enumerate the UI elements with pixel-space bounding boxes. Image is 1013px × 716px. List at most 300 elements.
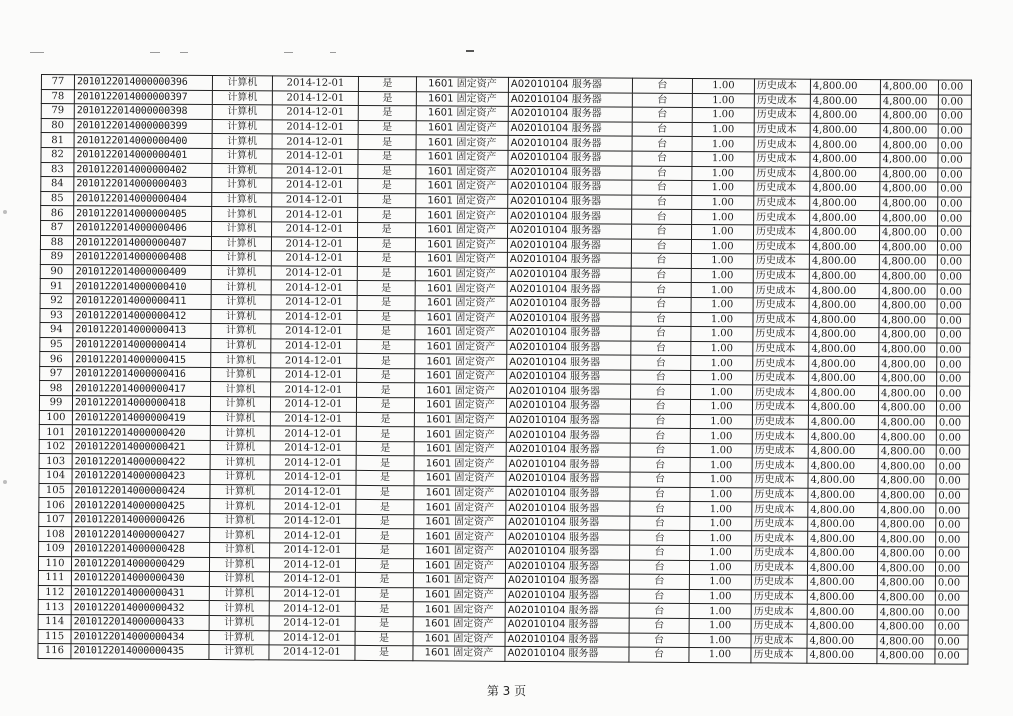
- acquire-date-cell: 2014-12-01: [270, 514, 356, 529]
- net-value-cell: 4,800.00: [877, 576, 935, 591]
- unit-cell: 台: [631, 341, 691, 356]
- valuation-basis-cell: 历史成本: [751, 648, 807, 663]
- net-value-cell: 4,800.00: [878, 547, 936, 562]
- asset-class-cell: A02010104 服务器: [508, 209, 632, 224]
- unit-cell: 台: [632, 224, 692, 239]
- row-index-cell: 90: [40, 264, 73, 279]
- net-value-cell: 4,800.00: [879, 386, 937, 401]
- depreciation-cell: 0.00: [937, 226, 970, 241]
- original-value-cell: 4,800.00: [810, 211, 880, 226]
- asset-name-cell: 计算机: [209, 572, 269, 587]
- flag-cell: 是: [356, 412, 414, 427]
- asset-name-cell: 计算机: [210, 397, 270, 412]
- original-value-cell: 4,800.00: [809, 254, 879, 269]
- asset-name-cell: 计算机: [210, 440, 270, 455]
- asset-name-cell: 计算机: [212, 207, 272, 222]
- quantity-cell: 1.00: [689, 633, 751, 648]
- account-cell: 1601 固定资产: [416, 77, 508, 92]
- depreciation-cell: 0.00: [938, 95, 971, 110]
- acquire-date-cell: 2014-12-01: [271, 309, 357, 324]
- acquire-date-cell: 2014-12-01: [271, 353, 357, 368]
- flag-cell: 是: [355, 616, 413, 631]
- row-index-cell: 110: [38, 556, 71, 571]
- asset-name-cell: 计算机: [210, 470, 270, 485]
- quantity-cell: 1.00: [692, 122, 754, 137]
- asset-name-cell: 计算机: [209, 630, 269, 645]
- valuation-basis-cell: 历史成本: [751, 633, 807, 648]
- original-value-cell: 4,800.00: [808, 502, 878, 517]
- unit-cell: 台: [631, 385, 691, 400]
- original-value-cell: 4,800.00: [809, 313, 879, 328]
- net-value-cell: 4,800.00: [877, 634, 935, 649]
- row-index-cell: 97: [40, 366, 73, 381]
- depreciation-cell: 0.00: [936, 459, 969, 474]
- acquire-date-cell: 2014-12-01: [272, 149, 358, 164]
- original-value-cell: 4,800.00: [809, 386, 879, 401]
- unit-cell: 台: [632, 78, 692, 93]
- row-index-cell: 86: [41, 206, 74, 221]
- flag-cell: 是: [358, 91, 416, 106]
- acquire-date-cell: 2014-12-01: [270, 455, 356, 470]
- asset-class-cell: A02010104 服务器: [508, 92, 632, 107]
- unit-cell: 台: [630, 487, 690, 502]
- flag-cell: 是: [355, 587, 413, 602]
- asset-name-cell: 计算机: [211, 280, 271, 295]
- valuation-basis-cell: 历史成本: [754, 79, 810, 94]
- asset-name-cell: 计算机: [211, 309, 271, 324]
- quantity-cell: 1.00: [692, 210, 754, 225]
- valuation-basis-cell: 历史成本: [754, 225, 810, 240]
- flag-cell: 是: [357, 368, 415, 383]
- row-index-cell: 89: [40, 250, 73, 265]
- asset-code-cell: 2010122014000000425: [72, 498, 210, 513]
- flag-cell: 是: [355, 573, 413, 588]
- valuation-basis-cell: 历史成本: [754, 196, 810, 211]
- original-value-cell: 4,800.00: [810, 225, 880, 240]
- account-cell: 1601 固定资产: [415, 252, 507, 267]
- row-index-cell: 78: [41, 89, 74, 104]
- valuation-basis-cell: 历史成本: [753, 254, 809, 269]
- asset-name-cell: 计算机: [212, 119, 272, 134]
- quantity-cell: 1.00: [691, 268, 753, 283]
- quantity-cell: 1.00: [692, 151, 754, 166]
- asset-name-cell: 计算机: [211, 265, 271, 280]
- acquire-date-cell: 2014-12-01: [270, 426, 356, 441]
- acquire-date-cell: 2014-12-01: [271, 324, 357, 339]
- row-index-cell: 99: [39, 396, 72, 411]
- quantity-cell: 1.00: [691, 312, 753, 327]
- net-value-cell: 4,800.00: [878, 415, 936, 430]
- row-index-cell: 87: [41, 220, 74, 235]
- quantity-cell: 1.00: [691, 356, 753, 371]
- account-cell: 1601 固定资产: [415, 267, 507, 282]
- asset-class-cell: A02010104 服务器: [507, 267, 631, 282]
- acquire-date-cell: 2014-12-01: [270, 397, 356, 412]
- flag-cell: 是: [358, 135, 416, 150]
- row-index-cell: 112: [38, 585, 71, 600]
- unit-cell: 台: [631, 282, 691, 297]
- original-value-cell: 4,800.00: [807, 561, 877, 576]
- acquire-date-cell: 2014-12-01: [270, 499, 356, 514]
- unit-cell: 台: [630, 472, 690, 487]
- unit-cell: 台: [630, 501, 690, 516]
- quantity-cell: 1.00: [691, 370, 753, 385]
- unit-cell: 台: [632, 151, 692, 166]
- row-index-cell: 93: [40, 308, 73, 323]
- unit-cell: 台: [629, 560, 689, 575]
- asset-class-cell: A02010104 服务器: [506, 471, 630, 486]
- depreciation-cell: 0.00: [938, 168, 971, 183]
- asset-name-cell: 计算机: [210, 513, 270, 528]
- asset-code-cell: 2010122014000000426: [72, 513, 210, 528]
- flag-cell: 是: [358, 164, 416, 179]
- account-cell: 1601 固定资产: [415, 354, 507, 369]
- acquire-date-cell: 2014-12-01: [269, 572, 355, 587]
- flag-cell: 是: [358, 76, 416, 91]
- account-cell: 1601 固定资产: [414, 398, 506, 413]
- depreciation-cell: 0.00: [937, 255, 970, 270]
- account-cell: 1601 固定资产: [415, 310, 507, 325]
- depreciation-cell: 0.00: [938, 109, 971, 124]
- depreciation-cell: 0.00: [937, 270, 970, 285]
- account-cell: 1601 固定资产: [415, 281, 507, 296]
- flag-cell: 是: [357, 237, 415, 252]
- row-index-cell: 109: [39, 541, 72, 556]
- flag-cell: 是: [357, 354, 415, 369]
- asset-class-cell: A02010104 服务器: [506, 398, 630, 413]
- flag-cell: 是: [358, 208, 416, 223]
- asset-class-cell: A02010104 服务器: [507, 282, 631, 297]
- unit-cell: 台: [631, 297, 691, 312]
- depreciation-cell: 0.00: [937, 328, 970, 343]
- row-index-cell: 108: [39, 527, 72, 542]
- original-value-cell: 4,800.00: [808, 473, 878, 488]
- acquire-date-cell: 2014-12-01: [269, 630, 355, 645]
- acquire-date-cell: 2014-12-01: [270, 543, 356, 558]
- net-value-cell: 4,800.00: [880, 123, 938, 138]
- row-index-cell: 91: [40, 279, 73, 294]
- depreciation-cell: 0.00: [935, 605, 968, 620]
- unit-cell: 台: [630, 414, 690, 429]
- asset-code-cell: 2010122014000000401: [74, 148, 212, 163]
- unit-cell: 台: [631, 355, 691, 370]
- original-value-cell: 4,800.00: [810, 108, 880, 123]
- valuation-basis-cell: 历史成本: [752, 415, 808, 430]
- asset-class-cell: A02010104 服务器: [508, 180, 632, 195]
- asset-class-cell: A02010104 服务器: [508, 150, 632, 165]
- asset-class-cell: A02010104 服务器: [508, 107, 632, 122]
- acquire-date-cell: 2014-12-01: [270, 528, 356, 543]
- depreciation-cell: 0.00: [938, 182, 971, 197]
- asset-name-cell: 计算机: [210, 543, 270, 558]
- original-value-cell: 4,800.00: [808, 546, 878, 561]
- valuation-basis-cell: 历史成本: [752, 531, 808, 546]
- depreciation-cell: 0.00: [936, 401, 969, 416]
- asset-name-cell: 计算机: [212, 76, 272, 91]
- original-value-cell: 4,800.00: [810, 138, 880, 153]
- row-index-cell: 104: [39, 469, 72, 484]
- asset-class-cell: A02010104 服务器: [507, 340, 631, 355]
- original-value-cell: 4,800.00: [809, 371, 879, 386]
- net-value-cell: 4,800.00: [879, 255, 937, 270]
- asset-class-cell: A02010104 服务器: [506, 515, 630, 530]
- net-value-cell: 4,800.00: [878, 444, 936, 459]
- acquire-date-cell: 2014-12-01: [271, 266, 357, 281]
- account-cell: 1601 固定资产: [413, 558, 505, 573]
- row-index-cell: 85: [41, 191, 74, 206]
- depreciation-cell: 0.00: [938, 211, 971, 226]
- flag-cell: 是: [356, 397, 414, 412]
- binding-hole: [3, 480, 7, 484]
- account-cell: 1601 固定资产: [414, 456, 506, 471]
- asset-name-cell: 计算机: [210, 411, 270, 426]
- row-index-cell: 80: [41, 118, 74, 133]
- net-value-cell: 4,800.00: [877, 620, 935, 635]
- row-index-cell: 114: [38, 614, 71, 629]
- depreciation-cell: 0.00: [936, 416, 969, 431]
- net-value-cell: 4,800.00: [880, 167, 938, 182]
- depreciation-cell: 0.00: [935, 562, 968, 577]
- depreciation-cell: 0.00: [935, 649, 968, 664]
- original-value-cell: 4,800.00: [810, 196, 880, 211]
- original-value-cell: 4,800.00: [807, 590, 877, 605]
- asset-class-cell: A02010104 服务器: [508, 136, 632, 151]
- asset-code-cell: 2010122014000000429: [71, 556, 209, 571]
- row-index-cell: 96: [40, 352, 73, 367]
- valuation-basis-cell: 历史成本: [752, 400, 808, 415]
- quantity-cell: 1.00: [691, 239, 753, 254]
- account-cell: 1601 固定资产: [413, 602, 505, 617]
- valuation-basis-cell: 历史成本: [753, 269, 809, 284]
- asset-name-cell: 计算机: [210, 455, 270, 470]
- row-index-cell: 116: [38, 644, 71, 659]
- flag-cell: 是: [358, 120, 416, 135]
- acquire-date-cell: 2014-12-01: [271, 368, 357, 383]
- original-value-cell: 4,800.00: [810, 181, 880, 196]
- unit-cell: 台: [629, 633, 689, 648]
- asset-class-cell: A02010104 服务器: [506, 457, 630, 472]
- quantity-cell: 1.00: [690, 487, 752, 502]
- valuation-basis-cell: 历史成本: [753, 312, 809, 327]
- valuation-basis-cell: 历史成本: [753, 385, 809, 400]
- asset-name-cell: 计算机: [212, 105, 272, 120]
- valuation-basis-cell: 历史成本: [753, 327, 809, 342]
- flag-cell: 是: [356, 470, 414, 485]
- quantity-cell: 1.00: [690, 516, 752, 531]
- account-cell: 1601 固定资产: [413, 646, 505, 661]
- net-value-cell: 4,800.00: [880, 196, 938, 211]
- binding-hole: [3, 210, 7, 214]
- asset-code-cell: 2010122014000000414: [73, 337, 211, 352]
- net-value-cell: 4,800.00: [878, 401, 936, 416]
- account-cell: 1601 固定资产: [414, 500, 506, 515]
- row-index-cell: 83: [41, 162, 74, 177]
- asset-class-cell: A02010104 服务器: [505, 559, 629, 574]
- net-value-cell: 4,800.00: [880, 153, 938, 168]
- asset-name-cell: 计算机: [211, 236, 271, 251]
- asset-code-cell: 2010122014000000397: [74, 89, 212, 104]
- original-value-cell: 4,800.00: [809, 356, 879, 371]
- account-cell: 1601 固定资产: [415, 339, 507, 354]
- original-value-cell: 4,800.00: [809, 269, 879, 284]
- valuation-basis-cell: 历史成本: [754, 137, 810, 152]
- unit-cell: 台: [631, 253, 691, 268]
- unit-cell: 台: [632, 107, 692, 122]
- row-index-cell: 102: [39, 439, 72, 454]
- page-number: 第 3 页: [486, 684, 527, 698]
- valuation-basis-cell: 历史成本: [752, 487, 808, 502]
- depreciation-cell: 0.00: [937, 299, 970, 314]
- account-cell: 1601 固定资产: [414, 529, 506, 544]
- row-index-cell: 98: [40, 381, 73, 396]
- flag-cell: 是: [355, 558, 413, 573]
- depreciation-cell: 0.00: [936, 430, 969, 445]
- asset-class-cell: A02010104 服务器: [505, 603, 629, 618]
- account-cell: 1601 固定资产: [414, 485, 506, 500]
- flag-cell: 是: [357, 310, 415, 325]
- valuation-basis-cell: 历史成本: [752, 502, 808, 517]
- asset-code-cell: 2010122014000000430: [71, 571, 209, 586]
- net-value-cell: 4,800.00: [880, 226, 938, 241]
- net-value-cell: 4,800.00: [878, 503, 936, 518]
- quantity-cell: 1.00: [691, 385, 753, 400]
- net-value-cell: 4,800.00: [878, 459, 936, 474]
- row-index-cell: 81: [41, 133, 74, 148]
- asset-class-cell: A02010104 服务器: [506, 486, 630, 501]
- acquire-date-cell: 2014-12-01: [272, 178, 358, 193]
- flag-cell: 是: [356, 441, 414, 456]
- acquire-date-cell: 2014-12-01: [272, 120, 358, 135]
- net-value-cell: 4,800.00: [879, 357, 937, 372]
- depreciation-cell: 0.00: [937, 313, 970, 328]
- depreciation-cell: 0.00: [936, 474, 969, 489]
- account-cell: 1601 固定资产: [414, 471, 506, 486]
- acquire-date-cell: 2014-12-01: [269, 587, 355, 602]
- unit-cell: 台: [630, 545, 690, 560]
- asset-name-cell: 计算机: [209, 616, 269, 631]
- row-index-cell: 82: [41, 147, 74, 162]
- flag-cell: 是: [357, 325, 415, 340]
- acquire-date-cell: 2014-12-01: [269, 616, 355, 631]
- unit-cell: 台: [632, 166, 692, 181]
- acquire-date-cell: 2014-12-01: [269, 601, 355, 616]
- valuation-basis-cell: 历史成本: [753, 239, 809, 254]
- acquire-date-cell: 2014-12-01: [271, 339, 357, 354]
- valuation-basis-cell: 历史成本: [752, 546, 808, 561]
- unit-cell: 台: [632, 209, 692, 224]
- quantity-cell: 1.00: [689, 589, 751, 604]
- depreciation-cell: 0.00: [936, 518, 969, 533]
- depreciation-cell: 0.00: [937, 372, 970, 387]
- account-cell: 1601 固定资产: [413, 588, 505, 603]
- unit-cell: 台: [630, 516, 690, 531]
- asset-code-cell: 2010122014000000421: [72, 440, 210, 455]
- unit-cell: 台: [629, 647, 689, 662]
- asset-class-cell: A02010104 服务器: [506, 530, 630, 545]
- quantity-cell: 1.00: [692, 224, 754, 239]
- asset-code-cell: 2010122014000000413: [73, 323, 211, 338]
- unit-cell: 台: [630, 399, 690, 414]
- quantity-cell: 1.00: [689, 618, 751, 633]
- unit-cell: 台: [629, 589, 689, 604]
- quantity-cell: 1.00: [692, 93, 754, 108]
- asset-code-cell: 2010122014000000399: [74, 118, 212, 133]
- net-value-cell: 4,800.00: [878, 474, 936, 489]
- valuation-basis-cell: 历史成本: [753, 298, 809, 313]
- asset-code-cell: 2010122014000000435: [71, 644, 209, 659]
- scan-artifact-marks: [30, 52, 970, 60]
- flag-cell: 是: [358, 222, 416, 237]
- original-value-cell: 4,800.00: [810, 152, 880, 167]
- asset-name-cell: 计算机: [212, 221, 272, 236]
- account-cell: 1601 固定资产: [415, 296, 507, 311]
- flag-cell: 是: [357, 281, 415, 296]
- valuation-basis-cell: 历史成本: [751, 590, 807, 605]
- depreciation-cell: 0.00: [935, 591, 968, 606]
- quantity-cell: 1.00: [692, 78, 754, 93]
- account-cell: 1601 固定资产: [415, 369, 507, 384]
- asset-name-cell: 计算机: [211, 367, 271, 382]
- acquire-date-cell: 2014-12-01: [272, 76, 358, 91]
- row-index-cell: 94: [40, 323, 73, 338]
- net-value-cell: 4,800.00: [877, 590, 935, 605]
- asset-name-cell: 计算机: [210, 426, 270, 441]
- depreciation-cell: 0.00: [936, 503, 969, 518]
- row-index-cell: 92: [40, 293, 73, 308]
- asset-class-cell: A02010104 服务器: [507, 238, 631, 253]
- asset-code-cell: 2010122014000000404: [74, 191, 212, 206]
- row-index-cell: 101: [39, 425, 72, 440]
- row-index-cell: 100: [39, 410, 72, 425]
- valuation-basis-cell: 历史成本: [754, 210, 810, 225]
- acquire-date-cell: 2014-12-01: [272, 207, 358, 222]
- valuation-basis-cell: 历史成本: [754, 181, 810, 196]
- asset-name-cell: 计算机: [210, 499, 270, 514]
- asset-name-cell: 计算机: [211, 251, 271, 266]
- net-value-cell: 4,800.00: [879, 284, 937, 299]
- asset-class-cell: A02010104 服务器: [507, 311, 631, 326]
- flag-cell: 是: [356, 485, 414, 500]
- account-cell: 1601 固定资产: [416, 194, 508, 209]
- account-cell: 1601 固定资产: [416, 121, 508, 136]
- acquire-date-cell: 2014-12-01: [270, 470, 356, 485]
- quantity-cell: 1.00: [690, 473, 752, 488]
- asset-class-cell: A02010104 服务器: [508, 77, 632, 92]
- acquire-date-cell: 2014-12-01: [270, 412, 356, 427]
- asset-name-cell: 计算机: [212, 163, 272, 178]
- acquire-date-cell: 2014-12-01: [269, 645, 355, 660]
- asset-class-cell: A02010104 服务器: [506, 544, 630, 559]
- row-index-cell: 79: [41, 104, 74, 119]
- unit-cell: 台: [631, 326, 691, 341]
- original-value-cell: 4,800.00: [809, 284, 879, 299]
- account-cell: 1601 固定资产: [416, 164, 508, 179]
- asset-class-cell: A02010104 服务器: [506, 413, 630, 428]
- asset-class-cell: A02010104 服务器: [507, 355, 631, 370]
- asset-class-cell: A02010104 服务器: [506, 501, 630, 516]
- asset-code-cell: 2010122014000000407: [73, 235, 211, 250]
- original-value-cell: 4,800.00: [807, 619, 877, 634]
- asset-code-cell: 2010122014000000406: [74, 221, 212, 236]
- net-value-cell: 4,800.00: [879, 240, 937, 255]
- asset-table: [37, 74, 972, 664]
- flag-cell: 是: [358, 149, 416, 164]
- unit-cell: 台: [631, 312, 691, 327]
- net-value-cell: 4,800.00: [880, 138, 938, 153]
- net-value-cell: 4,800.00: [880, 94, 938, 109]
- quantity-cell: 1.00: [691, 341, 753, 356]
- valuation-basis-cell: 历史成本: [752, 444, 808, 459]
